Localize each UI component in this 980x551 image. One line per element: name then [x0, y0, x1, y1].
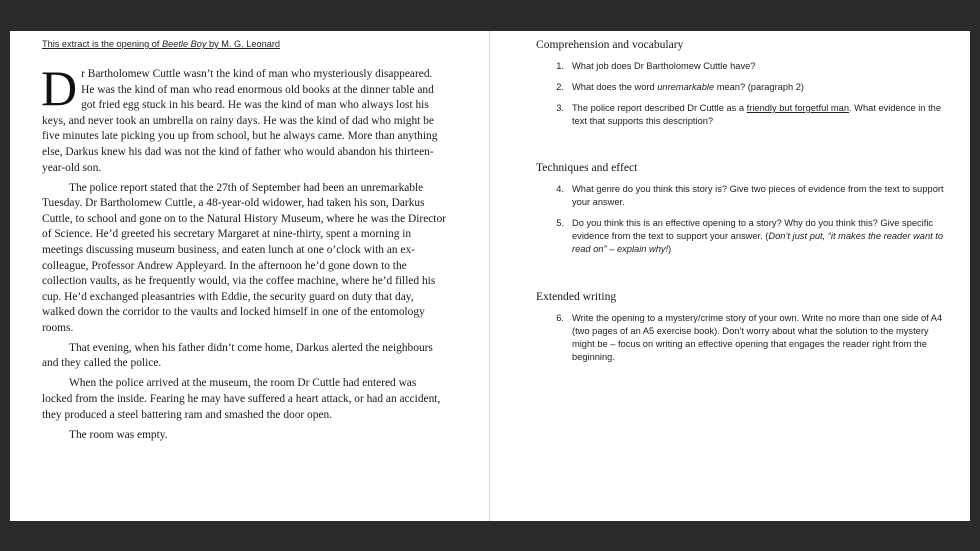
- story-paragraph-3: That evening, when his father didn’t come home, Darkus alerted the neighbours and they called the police.: [42, 341, 433, 370]
- section-techniques: [536, 161, 950, 256]
- drop-cap: D: [41, 60, 78, 116]
- question-text: [572, 81, 950, 94]
- book-title: Beetle Boy: [162, 39, 207, 49]
- document-spread: [10, 31, 970, 521]
- section-heading: Techniques and effect: [536, 161, 638, 174]
- text-segment: . What evidence in the text that supports this description?: [572, 103, 941, 126]
- question-text: [572, 102, 950, 128]
- section-extended-writing: [536, 290, 950, 364]
- question-text: What genre do you think this story is? Give two pieces of evidence from the text to support your answer.: [572, 184, 944, 207]
- question-list: [536, 312, 950, 364]
- question-1: [536, 60, 950, 73]
- section-comprehension: [536, 38, 950, 128]
- emphasis-phrase: Don’t just put, “it makes the reader want to read on” – explain why!: [572, 231, 944, 254]
- question-5: [536, 217, 950, 256]
- text-segment: What does the word: [572, 82, 658, 92]
- text-segment: The police report described Dr Cuttle as a: [572, 103, 747, 113]
- question-list: [536, 60, 950, 128]
- question-text: [572, 217, 950, 256]
- caption-text: This extract is the opening of: [42, 39, 163, 49]
- question-6: [536, 312, 950, 364]
- caption-author: by M. G. Leonard: [206, 39, 280, 49]
- paragraph-text: r Bartholomew Cuttle wasn’t the kind of man who mysteriously disappeared. He was the kind of man who read enormous old books at the dinner table and got fried egg stuck in his beard. He was the kind of man who always lost his keys, and never took an umbrella on rainy days. He was the kind of dad who might be five minutes late picking you up from school, but he always came. More than anything else, Darkus knew his dad was not the kind of father who would abandon his thirteen-year-old son.: [42, 68, 438, 174]
- text-segment: mean? (paragraph 2): [714, 82, 805, 92]
- underlined-phrase: friendly but forgetful man: [746, 103, 849, 113]
- question-text: What job does Dr Bartholomew Cuttle have?: [572, 61, 756, 71]
- text-segment: Do you think this is an effective opening to a story? Why do you think this? Give specific evidence from the text to support your answer. (: [572, 218, 934, 241]
- question-2: [536, 81, 950, 94]
- question-number: 1.: [556, 61, 564, 71]
- question-number: 5.: [556, 218, 564, 228]
- left-page: [10, 31, 490, 521]
- extract-caption: [42, 38, 489, 50]
- right-page: [490, 31, 970, 521]
- story-paragraph-4: When the police arrived at the museum, the room Dr Cuttle had entered was locked from the inside. Fearing he may have suffered a heart attack, or had an accident, they produced a steel battering ram and smashed the door open.: [42, 377, 441, 421]
- question-3: [536, 102, 950, 128]
- question-number: 3.: [556, 103, 564, 113]
- emphasis-word: unremarkable: [657, 82, 715, 92]
- story-paragraph-2: The police report stated that the 27th of September had been an unremarkable Tuesday. Dr Bartholomew Cuttle, a 48-year-old widower, had taken his son, Darkus Cuttle, to school and gone on to the Natural History Museum, where he was the Director of Science. He’d greeted his secretary Margaret at nine-thirty, spent a morning in meetings discussing museum business, and eaten lunch at one o’clock with an ex-colleague, Professor Andrew Appleyard. In the afternoon he’d gone down to the collection vaults, as he frequently would, via the coffee machine, where he’d filled his cup. He’d exchanged pleasantries with Eddie, the security guard on duty that day, walked down the corridor to the vaults and locked himself in one of the entomology rooms.: [42, 181, 446, 334]
- question-4: [536, 183, 950, 209]
- question-number: 2.: [556, 82, 564, 92]
- story-paragraph-5: The room was empty.: [69, 428, 168, 441]
- section-heading: Extended writing: [536, 290, 617, 303]
- question-number: 6.: [556, 313, 564, 323]
- story-extract: [41, 60, 447, 443]
- question-list: [536, 183, 950, 256]
- section-heading: Comprehension and vocabulary: [536, 38, 684, 51]
- question-text: Write the opening to a mystery/crime story of your own. Write no more than one side of A4 (two pages of an A5 exercise book). Don’t worry about what the solution to the mystery might be – focus on writing an effective opening that engages the reader right from the beginning.: [572, 313, 943, 362]
- story-paragraph-1: [41, 60, 447, 176]
- text-segment: ): [668, 244, 672, 254]
- question-number: 4.: [556, 184, 564, 194]
